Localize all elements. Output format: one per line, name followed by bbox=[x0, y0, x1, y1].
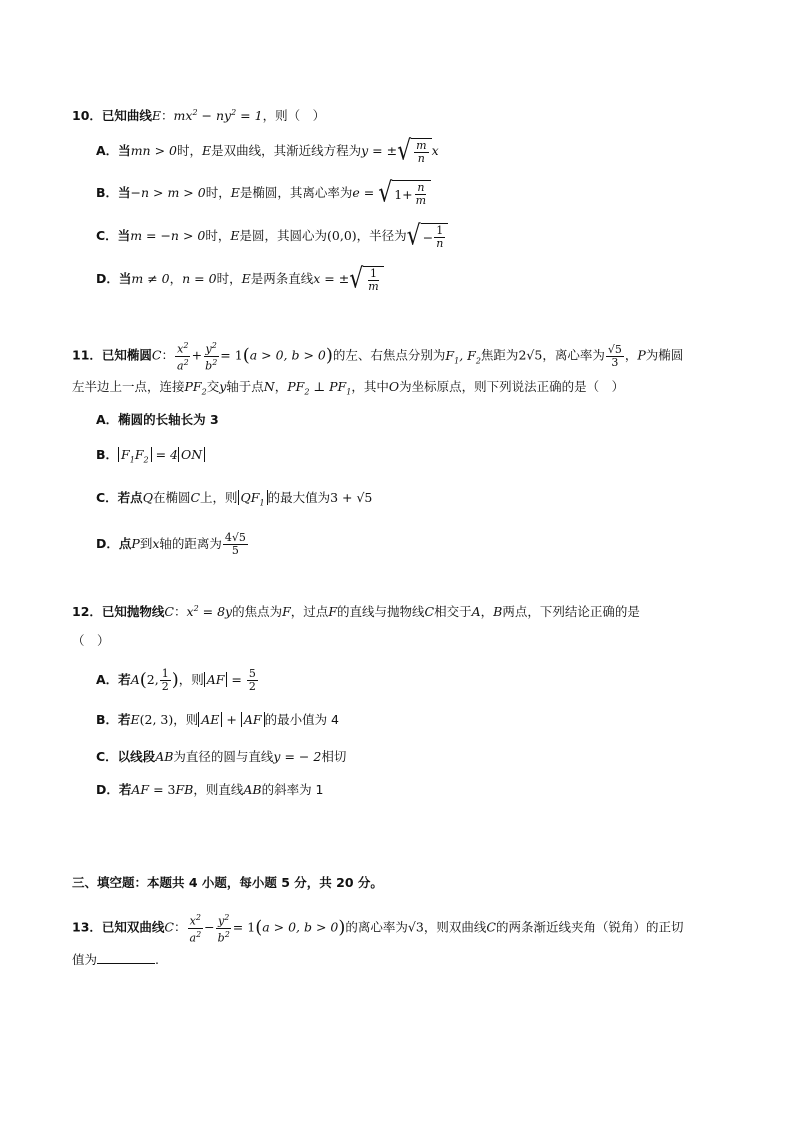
question-11-option-b: B． $F_1F_2 = 4$ ON bbox=[96, 446, 205, 470]
question-11-option-a: A．椭圆的长轴长为 3 bbox=[96, 412, 219, 427]
question-12-option-c: C．以线段AB为直径的圆与直线y = − 2相切 bbox=[96, 749, 347, 764]
section-3-heading: 三、填空题：本题共 4 小题，每小题 5 分，共 20 分。 bbox=[72, 875, 383, 890]
question-12-option-a: A．若A(2, $\frac{1}{2}$ )，则 AF = $\frac{5}{2}$ bbox=[96, 667, 256, 693]
question-13-stem: 13．已知双曲线C： $\frac{x^2}{a^2}$ − $\frac{y^2}{b^2}$ = 1(a > 0, b > 0)的离心率为√3，则双曲线C的两条渐近线夹角（锐角）的正切 bbox=[72, 913, 684, 945]
question-10-option-d: D．当m ≠ 0，n = 0时，E是两条直线x = ± √ $\frac{1}{m}$ bbox=[96, 266, 384, 293]
question-11-option-d: D．点P到x轴的距离为 $\frac{4√5}{5}$ bbox=[96, 531, 246, 557]
question-10-stem: 10．已知曲线E：$mx^2 - ny^2 = 1$，则（ ） bbox=[72, 108, 326, 124]
answer-blank[interactable] bbox=[97, 951, 155, 964]
question-12-stem: 12．已知抛物线C：$x^2 = 8y$的焦点为F，过点F的直线与抛物线C相交于A，B两点，下列结论正确的是 bbox=[72, 604, 640, 620]
question-10-option-a: A．当mn > 0时，E是双曲线，其渐近线方程为y = ± √ $\frac{m}{n}$ x bbox=[96, 135, 439, 167]
question-10-option-c: C．当m = −n > 0时，E是圆，其圆心为(0,0)，半径为 √ − $\frac{1}{n}$ bbox=[96, 223, 448, 250]
question-13-stem-line2: 值为 . bbox=[72, 952, 159, 967]
question-11-stem-line2: 左半边上一点，连接$PF_2$交y轴于点N，$PF_2$ ⊥ $PF_1$，其中O为坐标原点，则下列说法正确的是（ ） bbox=[72, 379, 625, 397]
question-12-option-b: B．若E(2, 3)，则 AE + AF 的最小值为 4 bbox=[96, 712, 339, 727]
question-12-stem-line2: （ ） bbox=[72, 633, 110, 648]
question-11-stem: 11．已知椭圆C： $\frac{x^2}{a^2}$ + $\frac{y^2}{b^2}$ = 1(a > 0, b > 0)的左、右焦点分别为$F_1$, $F_2$焦距为2√5，离心率为 $\frac{√5}{3}$ ，P为椭圆 bbox=[72, 341, 684, 373]
question-10-option-b: B．当−n > m > 0时，E是椭圆，其离心率为e = √ 1+ $\frac{n}{m}$ bbox=[96, 180, 431, 207]
question-11-option-c: C．若点Q在椭圆C上，则 $QF_1$ 的最大值为3 + √5 bbox=[96, 490, 373, 508]
question-12-option-d: D．若AF = 3FB，则直线AB的斜率为 1 bbox=[96, 782, 324, 797]
